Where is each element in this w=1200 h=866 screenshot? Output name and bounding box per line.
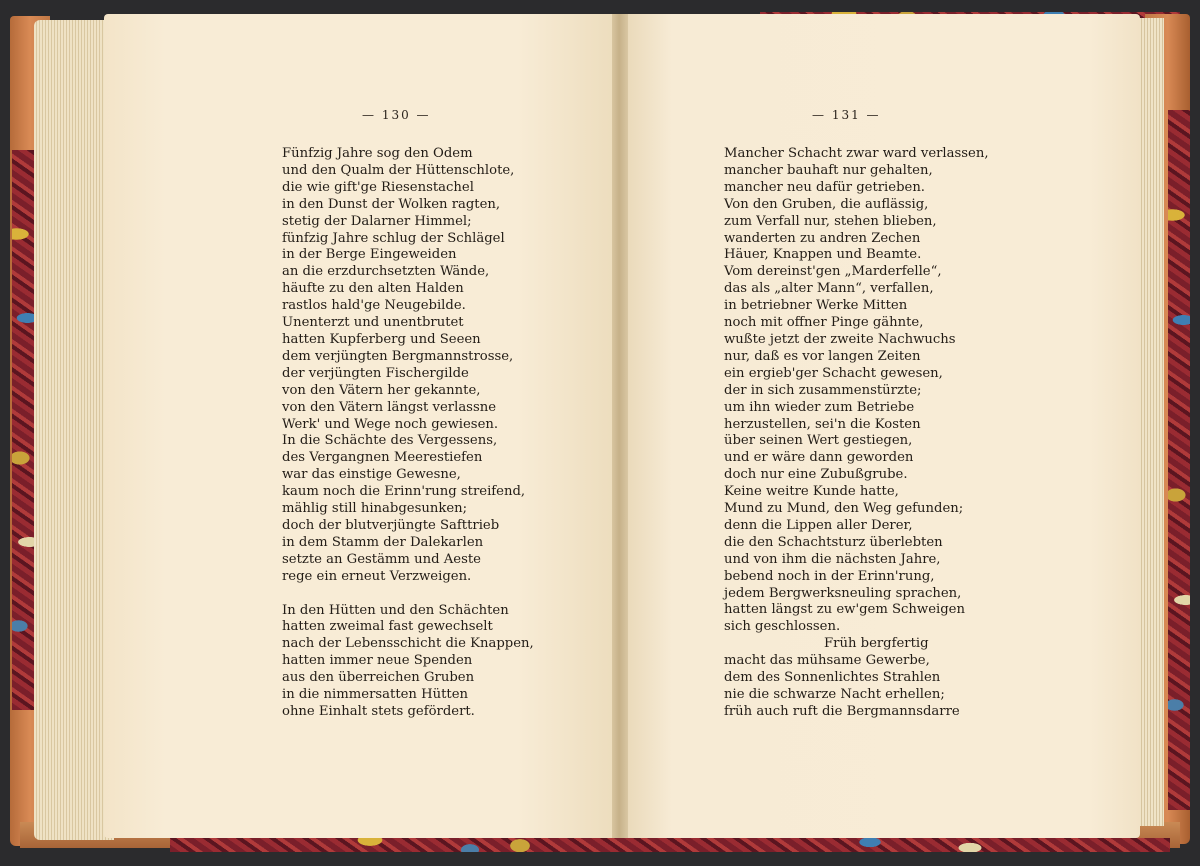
verse-line: Häuer, Knappen und Beamte. (724, 247, 922, 263)
verse-line: Mund zu Mund, den Weg gefunden; (724, 501, 964, 517)
verse-block-b (724, 653, 989, 721)
verse-line: von den Vätern her gekannte, (282, 382, 481, 398)
verse-line: bebend noch in der Erinn'rung, (724, 568, 935, 584)
verse-line: über seinen Wert gestiegen, (724, 433, 913, 449)
verse-line: und den Qualm der Hüttenschlote, (282, 162, 515, 178)
verse-line: In die Schächte des Vergessens, (282, 433, 498, 449)
verse-line: macht das mühsame Gewerbe, (724, 653, 930, 669)
verse-line: häufte zu den alten Halden (282, 281, 464, 297)
verse-line: nach der Lebensschicht die Knappen, (282, 636, 534, 652)
verse-line: war das einstige Gewesne, (282, 467, 461, 483)
marbled-endpaper-left (12, 150, 34, 710)
verse-line: wußte jetzt der zweite Nachwuchs (724, 331, 956, 347)
verse-line: rege ein erneut Verzweigen. (282, 568, 472, 584)
verse-line: der in sich zusammenstürzte; (724, 382, 922, 398)
verse-line: hatten Kupferberg und Seeen (282, 331, 481, 347)
verse-line: In den Hütten und den Schächten (282, 602, 509, 618)
right-page-text (724, 146, 989, 721)
verse-line: setzte an Gestämm und Aeste (282, 551, 481, 567)
verse-line: Werk' und Wege noch gewiesen. (282, 416, 499, 432)
verse-line: Fünfzig Jahre sog den Odem (282, 146, 473, 161)
verse-line: in die nimmersatten Hütten (282, 687, 468, 703)
verse-line: sich geschlossen. (724, 619, 841, 635)
page-number-left: — 130 — (362, 108, 431, 122)
verse-line: ein ergieb'ger Schacht gewesen, (724, 365, 943, 381)
verse-line: zum Verfall nur, stehen blieben, (724, 213, 937, 229)
verse-line: früh auch ruft die Bergmannsdarre (724, 703, 960, 719)
verse-line: in der Berge Eingeweiden (282, 247, 457, 263)
indented-verse-line: Früh bergfertig (824, 636, 929, 652)
verse-line: in den Dunst der Wolken ragten, (282, 196, 501, 212)
verse-line: nie die schwarze Nacht erhellen; (724, 687, 945, 702)
verse-line: und er wäre dann geworden (724, 450, 914, 466)
verse-line: hatten zweimal fast gewechselt (282, 619, 493, 635)
verse-line: wanderten zu andren Zechen (724, 230, 921, 246)
marbled-endpaper-bottom (170, 838, 1170, 852)
verse-line: nur, daß es vor langen Zeiten (724, 348, 921, 364)
right-page (620, 14, 1140, 838)
verse-line: mählig still hinabgesunken; (282, 501, 468, 517)
verse-line: herzustellen, sei'n die Kosten (724, 416, 921, 432)
stanza-2 (282, 603, 534, 721)
verse-line: Keine weitre Kunde hatte, (724, 484, 899, 500)
verse-line: jedem Bergwerksneuling sprachen, (724, 585, 962, 601)
verse-line: das als „alter Mann“, verfallen, (724, 281, 934, 297)
verse-line: und von ihm die nächsten Jahre, (724, 551, 941, 567)
verse-line: Mancher Schacht zwar ward verlassen, (724, 146, 989, 161)
verse-line: um ihn wieder zum Betriebe (724, 399, 915, 415)
verse-line: denn die Lippen aller Derer, (724, 517, 913, 533)
verse-line: von den Vätern längst verlassne (282, 399, 497, 415)
verse-line: doch der blutverjüngte Safttrieb (282, 517, 500, 533)
verse-line: Von den Gruben, die auflässig, (724, 196, 929, 212)
marbled-endpaper-right (1168, 110, 1190, 810)
stanza-gap (282, 586, 534, 603)
page-block-edges-left (34, 20, 114, 840)
verse-line: die den Schachtsturz überlebten (724, 534, 943, 550)
verse-line: die wie gift'ge Riesenstachel (282, 179, 474, 195)
verse-line: dem des Sonnenlichtes Strahlen (724, 670, 941, 686)
verse-line: fünfzig Jahre schlug der Schlägel (282, 230, 505, 246)
verse-line: ohne Einhalt stets gefördert. (282, 704, 475, 719)
left-page-text (282, 146, 534, 721)
verse-line: in dem Stamm der Dalekarlen (282, 534, 484, 550)
verse-line: dem verjüngten Bergmannstrosse, (282, 348, 514, 364)
verse-line: aus den überreichen Gruben (282, 670, 475, 686)
verse-line: in betriebner Werke Mitten (724, 298, 908, 314)
page-number-right: — 131 — (812, 108, 881, 122)
verse-line: hatten längst zu ew'gem Schweigen (724, 602, 965, 618)
verse-line: noch mit offner Pinge gähnte, (724, 315, 924, 331)
book-gutter (612, 14, 628, 838)
verse-block-a (724, 146, 989, 636)
verse-line: an die erzdurchsetzten Wände, (282, 264, 490, 280)
verse-line: des Vergangnen Meerestiefen (282, 450, 483, 466)
verse-line: Unenterzt und unentbrutet (282, 315, 464, 331)
verse-line: stetig der Dalarner Himmel; (282, 213, 472, 229)
verse-line: der verjüngten Fischergilde (282, 365, 469, 381)
verse-line: Vom dereinst'gen „Marderfelle“, (724, 264, 942, 280)
verse-line: hatten immer neue Spenden (282, 653, 473, 669)
verse-line: mancher neu dafür getrieben. (724, 179, 925, 195)
verse-line: rastlos hald'ge Neugebilde. (282, 298, 466, 314)
stanza-1 (282, 146, 534, 586)
verse-line: kaum noch die Erinn'rung streifend, (282, 484, 526, 500)
verse-line: doch nur eine Zubußgrube. (724, 467, 908, 483)
left-page (104, 14, 620, 838)
verse-line: mancher bauhaft nur gehalten, (724, 162, 933, 178)
